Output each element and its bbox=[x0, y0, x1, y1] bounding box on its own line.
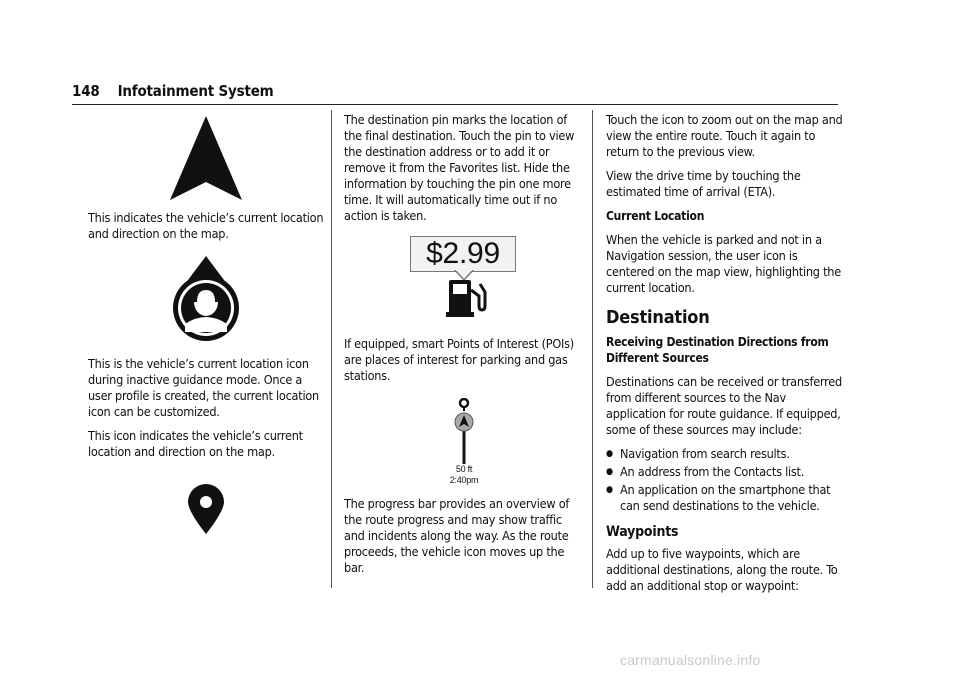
header-rule bbox=[72, 104, 838, 105]
section-title: Infotainment System bbox=[117, 82, 274, 100]
column-divider-2 bbox=[592, 110, 593, 588]
list-item: ● An address from the Contacts list. bbox=[606, 464, 846, 480]
progress-time: 2:40pm bbox=[449, 475, 479, 485]
paragraph: The destination pin marks the location of the final destination. Touch the pin to view the destination address or to add it or remove it from the Favorites list. Hide the information by touching the pin one more time. It will automatically time out if no action is taken. bbox=[344, 112, 575, 223]
paragraph: View the drive time by touching the estimated time of arrival (ETA). bbox=[606, 168, 801, 199]
page-header bbox=[72, 82, 838, 100]
paragraph: Touch the icon to zoom out on the map and view the entire route. Touch it again to return to the previous view. bbox=[606, 112, 843, 159]
current-location-heading: Current Location bbox=[606, 209, 705, 223]
paragraph: Destinations can be received or transferred from different sources to the Nav application for route guidance. If equipped, some of these sources may include: bbox=[606, 374, 842, 437]
paragraph: If equipped, smart Points of Interest (POIs) are places of interest for parking and gas stations. bbox=[344, 336, 574, 383]
paragraph: This is the vehicle’s current location icon during inactive guidance mode. Once a user profile is created, the current location icon can be customized. bbox=[88, 356, 319, 419]
paragraph: This indicates the vehicle’s current location and direction on the map. bbox=[88, 210, 324, 241]
column-3 bbox=[606, 112, 846, 602]
paragraph: This icon indicates the vehicle’s current location and direction on the map. bbox=[88, 428, 303, 459]
column-divider-1 bbox=[331, 110, 332, 588]
paragraph: Add up to five waypoints, which are additional destinations, along the route. To add an additional stop or waypoint: bbox=[606, 546, 838, 593]
column-1 bbox=[88, 112, 324, 534]
user-location-icon bbox=[88, 256, 324, 344]
watermark: carmanualsonline.info bbox=[620, 652, 761, 668]
sources-list bbox=[606, 446, 846, 514]
page-number: 148 bbox=[72, 82, 100, 100]
paragraph: The progress bar provides an overview of the route progress and may show traffic and incidents along the way. As the route proceeds, the vehicle icon moves up the bar. bbox=[344, 496, 570, 575]
receiving-heading: Receiving Destination Directions from Different Sources bbox=[606, 335, 829, 365]
destination-pin-icon bbox=[88, 484, 324, 534]
progress-bar-icon bbox=[344, 398, 584, 486]
nav-arrow-icon bbox=[88, 116, 324, 200]
gas-price-poi-icon bbox=[344, 236, 584, 326]
paragraph: When the vehicle is parked and not in a Navigation session, the user icon is centered on the map view, highlighting the current location. bbox=[606, 232, 841, 295]
price-label: $2.99 bbox=[426, 237, 500, 270]
list-item: ● An application on the smartphone that can send destinations to the vehicle. bbox=[606, 482, 846, 514]
column-2 bbox=[344, 112, 584, 584]
waypoints-heading: Waypoints bbox=[606, 524, 679, 540]
list-item: ● Navigation from search results. bbox=[606, 446, 846, 462]
destination-heading: Destination bbox=[606, 307, 710, 328]
progress-distance: 50 ft bbox=[455, 464, 473, 474]
